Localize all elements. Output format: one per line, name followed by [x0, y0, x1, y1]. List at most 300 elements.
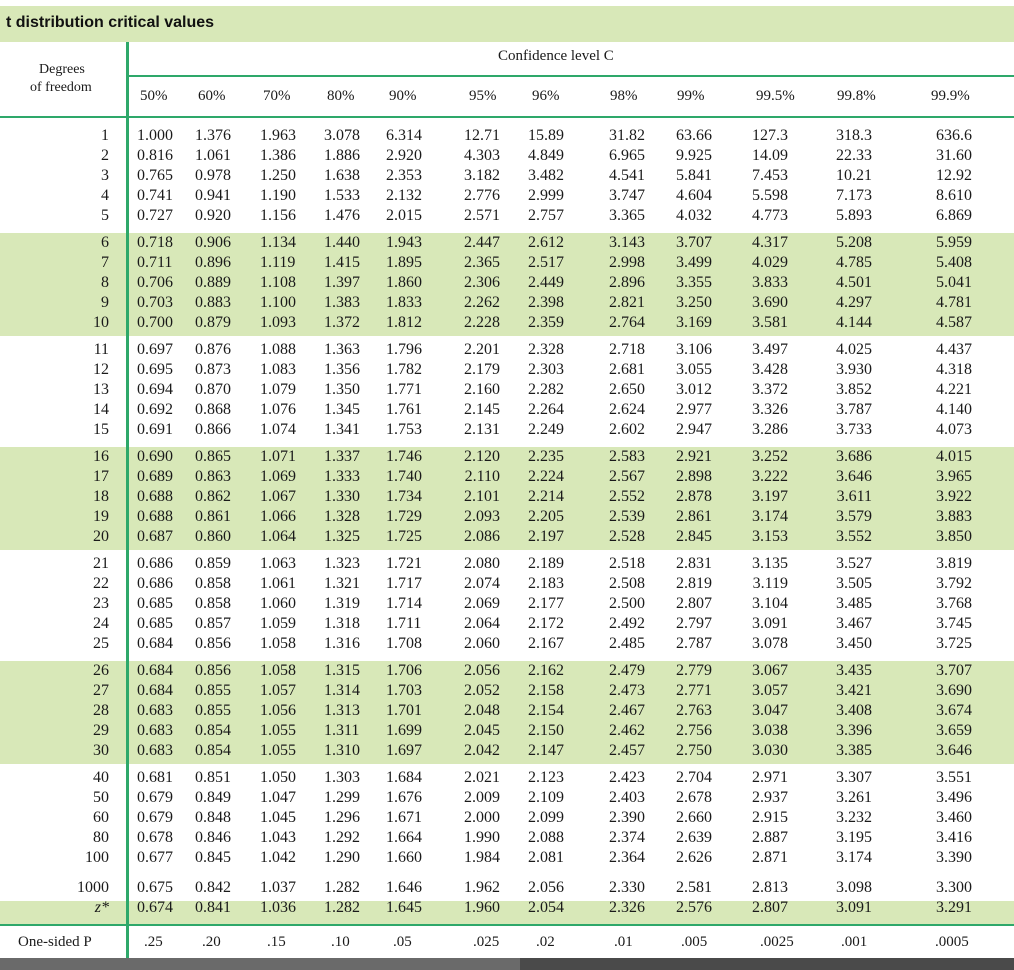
value-cell: 2.249	[528, 421, 564, 438]
df-cell: 14	[93, 401, 109, 418]
value-cell: 0.685	[137, 615, 173, 632]
df-cell: 29	[93, 722, 109, 739]
value-cell: 1.290	[324, 849, 360, 866]
value-cell: 0.978	[195, 167, 231, 184]
df-cell: 26	[93, 662, 109, 679]
value-cell: 2.678	[676, 789, 712, 806]
value-cell: 3.182	[464, 167, 500, 184]
value-cell: 2.064	[464, 615, 500, 632]
value-cell: 1.711	[386, 615, 422, 632]
value-cell: 0.883	[195, 294, 231, 311]
value-cell: 1.045	[260, 809, 296, 826]
value-cell: 2.021	[464, 769, 500, 786]
value-cell: 1.036	[260, 899, 296, 916]
value-cell: 1.415	[324, 254, 360, 271]
value-cell: 3.250	[676, 294, 712, 311]
value-cell: 5.208	[836, 234, 872, 251]
value-cell: 1.042	[260, 849, 296, 866]
value-cell: 5.408	[936, 254, 972, 271]
value-cell: 636.6	[936, 127, 972, 144]
value-cell: 2.998	[609, 254, 645, 271]
value-cell: 2.042	[464, 742, 500, 759]
value-cell: 1.056	[260, 702, 296, 719]
one-sided-p-value: .01	[614, 934, 633, 950]
confidence-rule	[128, 75, 1014, 77]
value-cell: 3.390	[936, 849, 972, 866]
value-cell: 2.921	[676, 448, 712, 465]
value-cell: 4.144	[836, 314, 872, 331]
value-cell: 0.683	[137, 722, 173, 739]
value-cell: 4.025	[836, 341, 872, 358]
confidence-header: 98%	[610, 88, 638, 104]
value-cell: 1.886	[324, 147, 360, 164]
value-cell: 3.482	[528, 167, 564, 184]
value-cell: 2.060	[464, 635, 500, 652]
one-sided-p-label: One-sided P	[18, 934, 92, 950]
value-cell: 1.330	[324, 488, 360, 505]
confidence-header: 80%	[327, 88, 355, 104]
value-cell: 1.061	[260, 575, 296, 592]
value-cell: 0.873	[195, 361, 231, 378]
value-cell: 1.363	[324, 341, 360, 358]
one-sided-p-value: .025	[473, 934, 500, 950]
value-cell: 3.169	[676, 314, 712, 331]
value-cell: 2.787	[676, 635, 712, 652]
value-cell: 0.681	[137, 769, 173, 786]
value-cell: 2.757	[528, 207, 564, 224]
value-cell: 0.860	[195, 528, 231, 545]
value-cell: 2.660	[676, 809, 712, 826]
value-cell: 1.076	[260, 401, 296, 418]
value-cell: 1.963	[260, 127, 296, 144]
value-cell: 2.364	[609, 849, 645, 866]
value-cell: 0.683	[137, 742, 173, 759]
value-cell: 1.646	[386, 879, 422, 896]
value-cell: 2.172	[528, 615, 564, 632]
value-cell: 3.505	[836, 575, 872, 592]
value-cell: 2.447	[464, 234, 500, 251]
value-cell: 2.326	[609, 899, 645, 916]
value-cell: 3.467	[836, 615, 872, 632]
value-cell: 2.449	[528, 274, 564, 291]
value-cell: 12.71	[464, 127, 500, 144]
value-cell: 3.646	[936, 742, 972, 759]
value-cell: 1.533	[324, 187, 360, 204]
value-cell: 2.898	[676, 468, 712, 485]
value-cell: 2.602	[609, 421, 645, 438]
value-cell: 1.372	[324, 314, 360, 331]
value-cell: 1.325	[324, 528, 360, 545]
confidence-level-label: Confidence level C	[498, 48, 614, 64]
value-cell: 3.496	[936, 789, 972, 806]
value-cell: 0.697	[137, 341, 173, 358]
value-cell: 0.692	[137, 401, 173, 418]
value-cell: 1.093	[260, 314, 296, 331]
df-cell: 23	[93, 595, 109, 612]
value-cell: 1.314	[324, 682, 360, 699]
value-cell: 3.819	[936, 555, 972, 572]
df-cell: 5	[101, 207, 109, 224]
value-cell: 1.296	[324, 809, 360, 826]
value-cell: 8.610	[936, 187, 972, 204]
df-cell: 16	[93, 448, 109, 465]
value-cell: 3.408	[836, 702, 872, 719]
value-cell: 1.043	[260, 829, 296, 846]
df-cell: 40	[93, 769, 109, 786]
value-cell: 3.787	[836, 401, 872, 418]
value-cell: 2.492	[609, 615, 645, 632]
value-cell: 2.081	[528, 849, 564, 866]
df-cell: 30	[93, 742, 109, 759]
value-cell: 1.071	[260, 448, 296, 465]
value-cell: 2.228	[464, 314, 500, 331]
value-cell: 1.055	[260, 722, 296, 739]
value-cell: 3.222	[752, 468, 788, 485]
value-cell: 7.453	[752, 167, 788, 184]
value-cell: 2.197	[528, 528, 564, 545]
value-cell: 2.467	[609, 702, 645, 719]
value-cell: 6.314	[386, 127, 422, 144]
df-cell: 20	[93, 528, 109, 545]
value-cell: 2.887	[752, 829, 788, 846]
value-cell: 1.699	[386, 722, 422, 739]
value-cell: 1.108	[260, 274, 296, 291]
value-cell: 3.416	[936, 829, 972, 846]
value-cell: 1.064	[260, 528, 296, 545]
value-cell: 0.866	[195, 421, 231, 438]
df-cell: 10	[93, 314, 109, 331]
value-cell: 1.383	[324, 294, 360, 311]
value-cell: 31.60	[936, 147, 972, 164]
value-cell: 0.879	[195, 314, 231, 331]
value-cell: 2.920	[386, 147, 422, 164]
df-cell: 21	[93, 555, 109, 572]
value-cell: 2.756	[676, 722, 712, 739]
value-cell: 2.109	[528, 789, 564, 806]
value-cell: 2.764	[609, 314, 645, 331]
value-cell: 3.232	[836, 809, 872, 826]
footer-rule	[0, 924, 1014, 926]
value-cell: 7.173	[836, 187, 872, 204]
df-cell: 1	[101, 127, 109, 144]
value-cell: 2.462	[609, 722, 645, 739]
value-cell: 0.683	[137, 702, 173, 719]
value-cell: 2.000	[464, 809, 500, 826]
value-cell: 3.098	[836, 879, 872, 896]
value-cell: 2.056	[464, 662, 500, 679]
value-cell: 0.718	[137, 234, 173, 251]
value-cell: 2.179	[464, 361, 500, 378]
value-cell: 3.078	[752, 635, 788, 652]
value-cell: 0.700	[137, 314, 173, 331]
value-cell: 2.160	[464, 381, 500, 398]
value-cell: 0.690	[137, 448, 173, 465]
value-cell: 2.861	[676, 508, 712, 525]
value-cell: 0.862	[195, 488, 231, 505]
value-cell: 1.645	[386, 899, 422, 916]
value-cell: 0.694	[137, 381, 173, 398]
value-cell: 1.250	[260, 167, 296, 184]
value-cell: 0.851	[195, 769, 231, 786]
value-cell: 4.587	[936, 314, 972, 331]
value-cell: 1.771	[386, 381, 422, 398]
value-cell: 2.048	[464, 702, 500, 719]
value-cell: 3.497	[752, 341, 788, 358]
value-cell: 2.500	[609, 595, 645, 612]
value-cell: 3.581	[752, 314, 788, 331]
value-cell: 1.701	[386, 702, 422, 719]
value-cell: 2.052	[464, 682, 500, 699]
df-cell: z*	[94, 899, 109, 916]
value-cell: 1.684	[386, 769, 422, 786]
value-cell: 0.858	[195, 595, 231, 612]
value-cell: 2.009	[464, 789, 500, 806]
value-cell: 0.846	[195, 829, 231, 846]
value-cell: 2.120	[464, 448, 500, 465]
value-cell: 1.664	[386, 829, 422, 846]
value-cell: 318.3	[836, 127, 872, 144]
confidence-header: 50%	[140, 88, 168, 104]
value-cell: 6.965	[609, 147, 645, 164]
value-cell: 2.101	[464, 488, 500, 505]
confidence-header: 70%	[263, 88, 291, 104]
value-cell: 1.740	[386, 468, 422, 485]
value-cell: 0.689	[137, 468, 173, 485]
value-cell: 0.906	[195, 234, 231, 251]
value-cell: 3.104	[752, 595, 788, 612]
header-rule	[0, 116, 1014, 118]
value-cell: 1.714	[386, 595, 422, 612]
value-cell: 1.088	[260, 341, 296, 358]
value-cell: 3.067	[752, 662, 788, 679]
value-cell: 0.677	[137, 849, 173, 866]
value-cell: 0.711	[137, 254, 173, 271]
value-cell: 1.734	[386, 488, 422, 505]
value-cell: 3.307	[836, 769, 872, 786]
value-cell: 2.177	[528, 595, 564, 612]
value-cell: 1.703	[386, 682, 422, 699]
value-cell: 1.753	[386, 421, 422, 438]
df-cell: 2	[101, 147, 109, 164]
value-cell: 0.920	[195, 207, 231, 224]
value-cell: 1.895	[386, 254, 422, 271]
value-cell: 1.156	[260, 207, 296, 224]
value-cell: 4.073	[936, 421, 972, 438]
value-cell: 2.330	[609, 879, 645, 896]
value-cell: 0.896	[195, 254, 231, 271]
df-cell: 3	[101, 167, 109, 184]
value-cell: 0.684	[137, 662, 173, 679]
value-cell: 1.337	[324, 448, 360, 465]
value-cell: 2.999	[528, 187, 564, 204]
value-cell: 2.353	[386, 167, 422, 184]
one-sided-p-value: .15	[267, 934, 286, 950]
value-cell: 3.707	[936, 662, 972, 679]
value-cell: 4.303	[464, 147, 500, 164]
value-cell: 1.476	[324, 207, 360, 224]
value-cell: 2.831	[676, 555, 712, 572]
value-cell: 3.195	[836, 829, 872, 846]
value-cell: 2.704	[676, 769, 712, 786]
value-cell: 5.598	[752, 187, 788, 204]
value-cell: 0.845	[195, 849, 231, 866]
value-cell: 2.147	[528, 742, 564, 759]
value-cell: 1.319	[324, 595, 360, 612]
value-cell: 1.318	[324, 615, 360, 632]
value-cell: 0.684	[137, 682, 173, 699]
value-cell: 0.876	[195, 341, 231, 358]
value-cell: 4.029	[752, 254, 788, 271]
value-cell: 2.937	[752, 789, 788, 806]
value-cell: 0.679	[137, 789, 173, 806]
one-sided-p-value: .0025	[760, 934, 794, 950]
value-cell: 1.717	[386, 575, 422, 592]
value-cell: 2.915	[752, 809, 788, 826]
value-cell: 0.865	[195, 448, 231, 465]
value-cell: 2.821	[609, 294, 645, 311]
value-cell: 0.688	[137, 508, 173, 525]
value-cell: 0.727	[137, 207, 173, 224]
value-cell: 2.088	[528, 829, 564, 846]
df-cell: 15	[93, 421, 109, 438]
value-cell: 0.848	[195, 809, 231, 826]
value-cell: 0.889	[195, 274, 231, 291]
value-cell: 2.813	[752, 879, 788, 896]
value-cell: 0.695	[137, 361, 173, 378]
value-cell: 2.528	[609, 528, 645, 545]
value-cell: 2.612	[528, 234, 564, 251]
value-cell: 1.061	[195, 147, 231, 164]
value-cell: 1.708	[386, 635, 422, 652]
value-cell: 3.733	[836, 421, 872, 438]
df-label-line2: of freedom	[30, 80, 92, 95]
value-cell: 2.045	[464, 722, 500, 739]
value-cell: 1.833	[386, 294, 422, 311]
value-cell: 2.947	[676, 421, 712, 438]
confidence-header: 99.5%	[756, 88, 795, 104]
value-cell: 2.771	[676, 682, 712, 699]
value-cell: 4.032	[676, 207, 712, 224]
value-cell: 2.150	[528, 722, 564, 739]
column-divider	[126, 42, 129, 970]
value-cell: 2.099	[528, 809, 564, 826]
value-cell: 2.328	[528, 341, 564, 358]
value-cell: 3.012	[676, 381, 712, 398]
value-cell: 2.074	[464, 575, 500, 592]
value-cell: 3.922	[936, 488, 972, 505]
value-cell: 1.341	[324, 421, 360, 438]
value-cell: 3.499	[676, 254, 712, 271]
value-cell: 0.857	[195, 615, 231, 632]
value-cell: 2.214	[528, 488, 564, 505]
value-cell: 2.878	[676, 488, 712, 505]
value-cell: 1.321	[324, 575, 360, 592]
value-cell: 2.167	[528, 635, 564, 652]
title-bar	[0, 6, 1014, 42]
value-cell: 1.960	[464, 899, 500, 916]
value-cell: 3.707	[676, 234, 712, 251]
value-cell: 1.037	[260, 879, 296, 896]
value-cell: 2.571	[464, 207, 500, 224]
confidence-header: 95%	[469, 88, 497, 104]
value-cell: 4.015	[936, 448, 972, 465]
value-cell: 1.782	[386, 361, 422, 378]
value-cell: 3.261	[836, 789, 872, 806]
value-cell: 5.959	[936, 234, 972, 251]
value-cell: 1.746	[386, 448, 422, 465]
value-cell: 1.729	[386, 508, 422, 525]
df-cell: 100	[85, 849, 109, 866]
value-cell: 2.403	[609, 789, 645, 806]
df-cell: 80	[93, 829, 109, 846]
value-cell: 1.638	[324, 167, 360, 184]
value-cell: 2.123	[528, 769, 564, 786]
one-sided-p-value: .10	[331, 934, 350, 950]
value-cell: 3.686	[836, 448, 872, 465]
value-cell: 3.745	[936, 615, 972, 632]
value-cell: 1.313	[324, 702, 360, 719]
df-label-line1: Degrees	[39, 62, 85, 77]
value-cell: 2.539	[609, 508, 645, 525]
value-cell: 1.000	[137, 127, 173, 144]
value-cell: 2.807	[752, 899, 788, 916]
value-cell: 2.235	[528, 448, 564, 465]
value-cell: 2.583	[609, 448, 645, 465]
value-cell: 1.761	[386, 401, 422, 418]
value-cell: 2.552	[609, 488, 645, 505]
value-cell: 2.069	[464, 595, 500, 612]
value-cell: 0.686	[137, 575, 173, 592]
value-cell: 3.091	[836, 899, 872, 916]
value-cell: 2.131	[464, 421, 500, 438]
value-cell: 2.508	[609, 575, 645, 592]
value-cell: 3.674	[936, 702, 972, 719]
value-cell: 4.773	[752, 207, 788, 224]
value-cell: 3.300	[936, 879, 972, 896]
value-cell: 3.690	[752, 294, 788, 311]
value-cell: 0.688	[137, 488, 173, 505]
value-cell: 14.09	[752, 147, 788, 164]
value-cell: 3.326	[752, 401, 788, 418]
value-cell: 2.056	[528, 879, 564, 896]
value-cell: 1.990	[464, 829, 500, 846]
value-cell: 2.374	[609, 829, 645, 846]
value-cell: 2.977	[676, 401, 712, 418]
value-cell: 1.055	[260, 742, 296, 759]
value-cell: 2.145	[464, 401, 500, 418]
one-sided-p-value: .0005	[935, 934, 969, 950]
confidence-header: 90%	[389, 88, 417, 104]
value-cell: 3.135	[752, 555, 788, 572]
value-cell: 2.871	[752, 849, 788, 866]
one-sided-p-value: .05	[393, 934, 412, 950]
one-sided-p-value: .001	[841, 934, 868, 950]
value-cell: 9.925	[676, 147, 712, 164]
value-cell: 3.372	[752, 381, 788, 398]
value-cell: 0.841	[195, 899, 231, 916]
value-cell: 3.057	[752, 682, 788, 699]
value-cell: 1.311	[324, 722, 360, 739]
value-cell: 15.89	[528, 127, 564, 144]
value-cell: 1.292	[324, 829, 360, 846]
value-cell: 3.551	[936, 769, 972, 786]
one-sided-p-value: .005	[681, 934, 708, 950]
value-cell: 0.703	[137, 294, 173, 311]
value-cell: 2.398	[528, 294, 564, 311]
value-cell: 2.093	[464, 508, 500, 525]
value-cell: 3.435	[836, 662, 872, 679]
value-cell: 3.291	[936, 899, 972, 916]
